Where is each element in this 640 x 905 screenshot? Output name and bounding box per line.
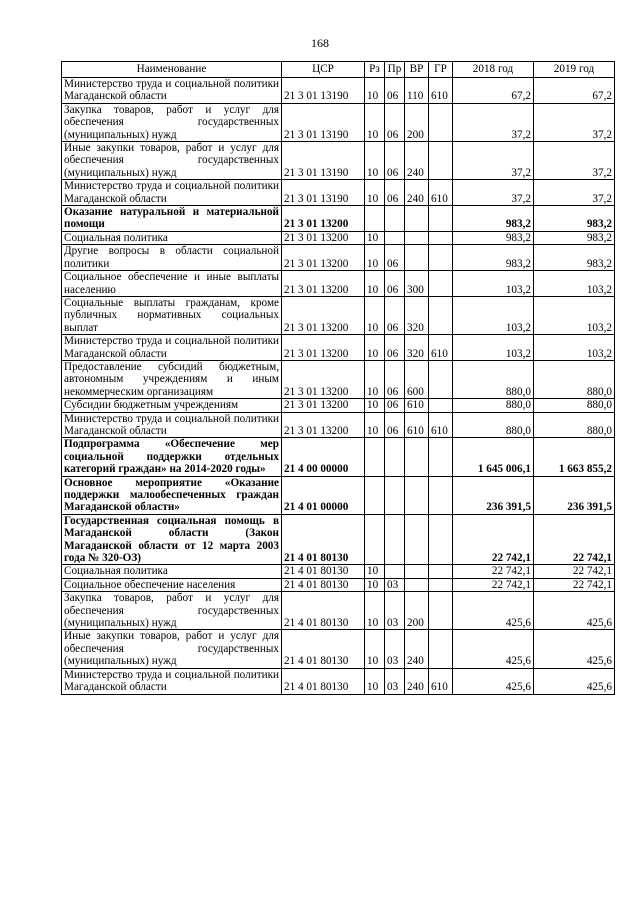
row-rz: 10 <box>365 180 385 206</box>
row-rz: 10 <box>365 103 385 141</box>
row-name: Закупка товаров, работ и услуг для обеспечения государственных (муниципальных) нужд <box>62 592 282 630</box>
table-row <box>62 438 615 476</box>
row-name: Министерство труда и социальной политики Магаданской области <box>62 78 282 104</box>
row-name: Министерство труда и социальной политики Магаданской области <box>62 668 282 694</box>
row-2019: 22 742,1 <box>534 514 615 565</box>
row-2019: 37,2 <box>534 103 615 141</box>
row-csr: 21 3 01 13200 <box>282 245 365 271</box>
table-row <box>62 271 615 297</box>
table-row <box>62 668 615 694</box>
row-csr: 21 3 01 13190 <box>282 103 365 141</box>
row-pr <box>385 565 405 578</box>
row-2019: 37,2 <box>534 142 615 180</box>
row-2019: 236 391,5 <box>534 476 615 514</box>
row-pr: 03 <box>385 578 405 591</box>
row-gr: 610 <box>429 180 453 206</box>
row-gr <box>429 565 453 578</box>
row-vr: 240 <box>405 142 429 180</box>
row-2019: 880,0 <box>534 412 615 438</box>
table-row <box>62 180 615 206</box>
row-2018: 983,2 <box>453 231 534 244</box>
row-pr <box>385 476 405 514</box>
header-gr: ГР <box>429 62 453 78</box>
row-vr: 110 <box>405 78 429 104</box>
row-pr: 06 <box>385 360 405 398</box>
row-pr: 03 <box>385 592 405 630</box>
row-vr: 610 <box>405 412 429 438</box>
row-2019: 67,2 <box>534 78 615 104</box>
row-rz <box>365 438 385 476</box>
row-vr: 240 <box>405 630 429 668</box>
row-gr <box>429 103 453 141</box>
row-2018: 67,2 <box>453 78 534 104</box>
row-csr: 21 3 01 13200 <box>282 231 365 244</box>
header-2018: 2018 год <box>453 62 534 78</box>
row-pr: 03 <box>385 630 405 668</box>
row-2019: 983,2 <box>534 206 615 232</box>
row-pr: 06 <box>385 271 405 297</box>
row-gr <box>429 399 453 412</box>
row-gr <box>429 438 453 476</box>
row-2019: 425,6 <box>534 630 615 668</box>
row-pr: 06 <box>385 142 405 180</box>
row-2018: 880,0 <box>453 412 534 438</box>
row-2018: 425,6 <box>453 668 534 694</box>
row-name: Иные закупки товаров, работ и услуг для обеспечения государственных (муниципальных) нужд <box>62 630 282 668</box>
row-2018: 983,2 <box>453 245 534 271</box>
row-csr: 21 3 01 13190 <box>282 78 365 104</box>
row-name: Другие вопросы в области социальной политики <box>62 245 282 271</box>
row-rz <box>365 514 385 565</box>
row-pr <box>385 514 405 565</box>
row-name: Социальное обеспечение населения <box>62 578 282 591</box>
table-row <box>62 335 615 361</box>
row-name: Социальное обеспечение и иные выплаты населению <box>62 271 282 297</box>
row-2019: 880,0 <box>534 360 615 398</box>
row-vr: 610 <box>405 399 429 412</box>
header-2019: 2019 год <box>534 62 615 78</box>
row-2019: 37,2 <box>534 180 615 206</box>
table-row <box>62 142 615 180</box>
row-pr <box>385 438 405 476</box>
header-pr: Пр <box>385 62 405 78</box>
row-rz: 10 <box>365 335 385 361</box>
row-vr <box>405 438 429 476</box>
row-vr <box>405 578 429 591</box>
row-2019: 425,6 <box>534 668 615 694</box>
row-name: Министерство труда и социальной политики Магаданской области <box>62 180 282 206</box>
row-rz <box>365 476 385 514</box>
row-csr: 21 4 01 80130 <box>282 668 365 694</box>
row-vr <box>405 206 429 232</box>
row-vr <box>405 514 429 565</box>
table-row <box>62 360 615 398</box>
row-2018: 983,2 <box>453 206 534 232</box>
row-2019: 103,2 <box>534 335 615 361</box>
row-csr: 21 3 01 13200 <box>282 296 365 334</box>
row-2018: 103,2 <box>453 296 534 334</box>
row-csr: 21 4 01 00000 <box>282 476 365 514</box>
row-vr: 300 <box>405 271 429 297</box>
row-rz: 10 <box>365 592 385 630</box>
row-2018: 103,2 <box>453 271 534 297</box>
table-row <box>62 399 615 412</box>
row-2018: 425,6 <box>453 592 534 630</box>
row-name: Основное мероприятие «Оказание поддержки малообеспеченных граждан Магаданской области» <box>62 476 282 514</box>
row-2018: 236 391,5 <box>453 476 534 514</box>
row-2019: 880,0 <box>534 399 615 412</box>
row-2019: 425,6 <box>534 592 615 630</box>
row-name: Социальные выплаты гражданам, кроме публичных нормативных социальных выплат <box>62 296 282 334</box>
row-csr: 21 4 01 80130 <box>282 630 365 668</box>
row-csr: 21 3 01 13200 <box>282 412 365 438</box>
row-vr: 200 <box>405 592 429 630</box>
row-csr: 21 3 01 13190 <box>282 142 365 180</box>
row-2018: 103,2 <box>453 335 534 361</box>
row-csr: 21 4 01 80130 <box>282 514 365 565</box>
row-rz: 10 <box>365 231 385 244</box>
row-csr: 21 3 01 13200 <box>282 206 365 232</box>
row-rz <box>365 206 385 232</box>
row-rz: 10 <box>365 360 385 398</box>
row-2018: 22 742,1 <box>453 565 534 578</box>
row-vr: 240 <box>405 180 429 206</box>
table-row <box>62 78 615 104</box>
row-2018: 37,2 <box>453 142 534 180</box>
row-vr <box>405 476 429 514</box>
table-row <box>62 206 615 232</box>
row-vr: 320 <box>405 335 429 361</box>
row-name: Социальная политика <box>62 231 282 244</box>
row-2018: 880,0 <box>453 399 534 412</box>
row-rz: 10 <box>365 668 385 694</box>
row-2019: 1 663 855,2 <box>534 438 615 476</box>
row-2019: 983,2 <box>534 245 615 271</box>
row-2019: 22 742,1 <box>534 578 615 591</box>
row-2018: 425,6 <box>453 630 534 668</box>
table-row <box>62 296 615 334</box>
row-name: Оказание натуральной и материальной помощи <box>62 206 282 232</box>
row-gr <box>429 142 453 180</box>
row-name: Социальная политика <box>62 565 282 578</box>
header-vr: ВР <box>405 62 429 78</box>
row-rz: 10 <box>365 142 385 180</box>
row-vr: 600 <box>405 360 429 398</box>
table-row <box>62 592 615 630</box>
row-gr <box>429 245 453 271</box>
row-vr: 240 <box>405 668 429 694</box>
table-row <box>62 476 615 514</box>
row-gr <box>429 476 453 514</box>
row-2018: 22 742,1 <box>453 578 534 591</box>
row-name: Предоставление субсидий бюджетным, автономным учреждениям и иным некоммерческим организациям <box>62 360 282 398</box>
row-vr <box>405 565 429 578</box>
row-rz: 10 <box>365 565 385 578</box>
row-gr <box>429 231 453 244</box>
row-gr <box>429 296 453 334</box>
row-rz: 10 <box>365 296 385 334</box>
row-name: Государственная социальная помощь в Магаданской области (Закон Магаданской области от 12 марта 2003 года № 320-ОЗ) <box>62 514 282 565</box>
row-gr <box>429 360 453 398</box>
row-csr: 21 4 01 80130 <box>282 578 365 591</box>
row-csr: 21 3 01 13200 <box>282 271 365 297</box>
row-pr: 06 <box>385 245 405 271</box>
header-rz: Рз <box>365 62 385 78</box>
row-gr <box>429 271 453 297</box>
row-gr: 610 <box>429 335 453 361</box>
row-rz: 10 <box>365 245 385 271</box>
row-2018: 37,2 <box>453 180 534 206</box>
row-csr: 21 3 01 13200 <box>282 399 365 412</box>
row-rz: 10 <box>365 271 385 297</box>
row-csr: 21 4 00 00000 <box>282 438 365 476</box>
row-name: Подпрограмма «Обеспечение мер социальной поддержки отдельных категорий граждан» на 2014-2020 годы» <box>62 438 282 476</box>
row-rz: 10 <box>365 78 385 104</box>
row-vr: 320 <box>405 296 429 334</box>
row-2019: 22 742,1 <box>534 565 615 578</box>
row-pr: 03 <box>385 668 405 694</box>
header-name: Наименование <box>62 62 282 78</box>
row-name: Министерство труда и социальной политики Магаданской области <box>62 335 282 361</box>
row-pr: 06 <box>385 103 405 141</box>
row-gr: 610 <box>429 668 453 694</box>
row-pr: 06 <box>385 78 405 104</box>
row-gr <box>429 592 453 630</box>
row-name: Министерство труда и социальной политики Магаданской области <box>62 412 282 438</box>
row-csr: 21 3 01 13190 <box>282 180 365 206</box>
budget-table <box>61 61 615 695</box>
row-gr: 610 <box>429 78 453 104</box>
row-rz: 10 <box>365 630 385 668</box>
row-rz: 10 <box>365 412 385 438</box>
row-vr <box>405 231 429 244</box>
row-2019: 103,2 <box>534 271 615 297</box>
row-name: Иные закупки товаров, работ и услуг для обеспечения государственных (муниципальных) нужд <box>62 142 282 180</box>
table-row <box>62 103 615 141</box>
row-pr: 06 <box>385 335 405 361</box>
table-header-row <box>62 62 615 78</box>
row-rz: 10 <box>365 578 385 591</box>
table-row <box>62 245 615 271</box>
table-row <box>62 412 615 438</box>
row-csr: 21 3 01 13200 <box>282 360 365 398</box>
row-gr <box>429 206 453 232</box>
table-row <box>62 630 615 668</box>
row-2018: 1 645 006,1 <box>453 438 534 476</box>
row-csr: 21 3 01 13200 <box>282 335 365 361</box>
row-vr: 200 <box>405 103 429 141</box>
row-2019: 103,2 <box>534 296 615 334</box>
row-pr <box>385 231 405 244</box>
row-pr: 06 <box>385 399 405 412</box>
table-row <box>62 514 615 565</box>
row-pr: 06 <box>385 296 405 334</box>
row-gr <box>429 514 453 565</box>
table-row <box>62 578 615 591</box>
row-csr: 21 4 01 80130 <box>282 565 365 578</box>
row-pr: 06 <box>385 180 405 206</box>
row-2018: 37,2 <box>453 103 534 141</box>
row-2018: 22 742,1 <box>453 514 534 565</box>
row-gr <box>429 630 453 668</box>
header-csr: ЦСР <box>282 62 365 78</box>
row-gr: 610 <box>429 412 453 438</box>
row-name: Субсидии бюджетным учреждениям <box>62 399 282 412</box>
row-pr: 06 <box>385 412 405 438</box>
row-2019: 983,2 <box>534 231 615 244</box>
row-gr <box>429 578 453 591</box>
row-pr <box>385 206 405 232</box>
row-vr <box>405 245 429 271</box>
page-number: 168 <box>311 36 329 50</box>
row-csr: 21 4 01 80130 <box>282 592 365 630</box>
row-2018: 880,0 <box>453 360 534 398</box>
table-row <box>62 231 615 244</box>
row-rz: 10 <box>365 399 385 412</box>
row-name: Закупка товаров, работ и услуг для обеспечения государственных (муниципальных) нужд <box>62 103 282 141</box>
table-row <box>62 565 615 578</box>
